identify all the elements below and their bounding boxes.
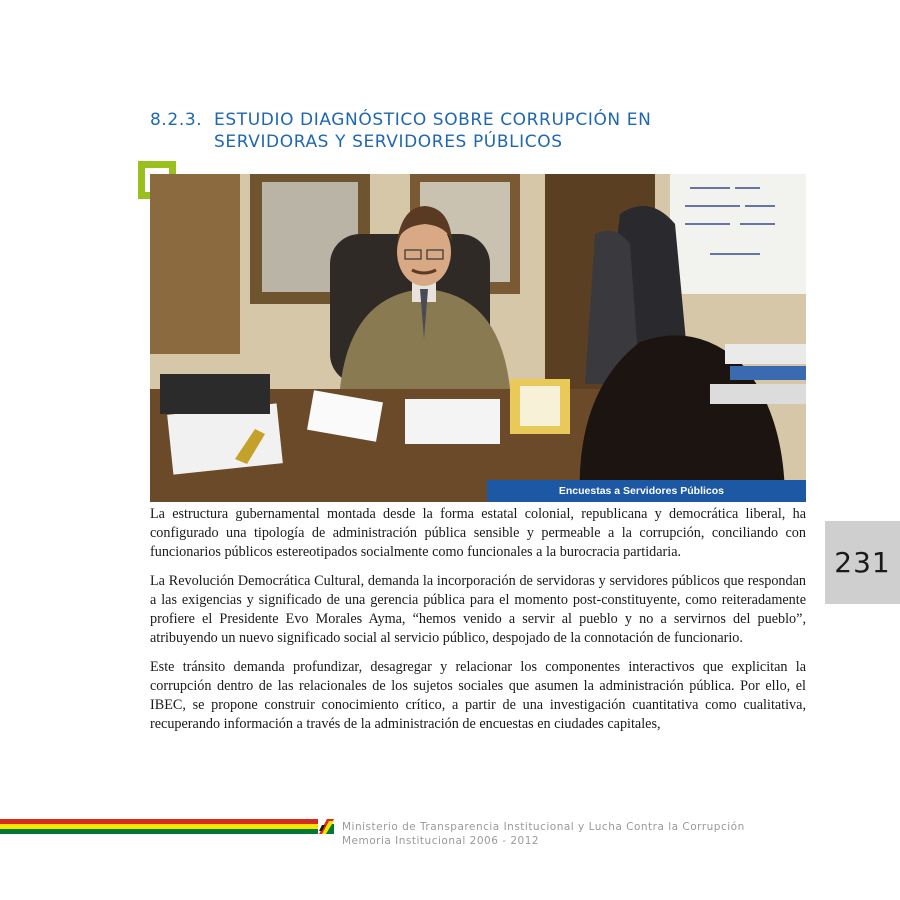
- footer-ministry-name: Ministerio de Transparencia Institucional y Lucha Contra la Corrupción: [342, 821, 745, 833]
- footer: [342, 820, 862, 848]
- paragraph-2: La Revolución Democrática Cultural, demanda la incorporación de servidoras y servidores públicos que respondan a las exigencias y significado de una gerencia pública para el momento post-constituyente, como reiteradamente profiere el Presidente Evo Morales Ayma, “hemos venido a servir al pueblo y no a servirnos del pueblo”, atribuyendo un nuevo significado social al servicio público, despojado de la connotación de funcionario.: [150, 573, 806, 646]
- paragraph-1: La estructura gubernamental montada desde la forma estatal colonial, republicana y democrática liberal, ha configurado una tipología de administración pública sensible y permeable a la corrupción, conciliando con funcionarios públicos estereotipados socialmente como funcionales a la burocracia partidaria.: [150, 506, 806, 560]
- paragraph-3: Este tránsito demanda profundizar, desagregar y relacionar los componentes interactivos que explicitan la corrupción dentro de las relacionales de los sujetos sociales que asumen la administración pública. Por ello, el IBEC, se propone construir conocimiento crítico, a partir de una investigación cuantitativa como cualitativa, recuperando información a través de la administración de encuestas en ciudades capitales,: [150, 659, 806, 732]
- section-heading: [150, 109, 790, 153]
- photo-caption: Encuestas a Servidores Públicos: [487, 480, 806, 502]
- page-number: 231: [834, 546, 891, 579]
- section-title-line1: ESTUDIO DIAGNÓSTICO SOBRE CORRUPCIÓN EN: [214, 110, 652, 130]
- section-number: 8.2.3.: [150, 110, 203, 130]
- ministry-logo-icon: [319, 819, 334, 834]
- body-text: [150, 505, 806, 744]
- bolivia-flag-stripe: [0, 819, 318, 834]
- flag-green-stripe: [0, 829, 318, 834]
- page-number-tab: [825, 521, 900, 604]
- office-survey-photo: [150, 174, 806, 502]
- section-title-line2: SERVIDORAS Y SERVIDORES PÚBLICOS: [214, 132, 563, 152]
- footer-report-title: Memoria Institucional 2006 - 2012: [342, 835, 540, 847]
- photo-illustration: [150, 174, 806, 502]
